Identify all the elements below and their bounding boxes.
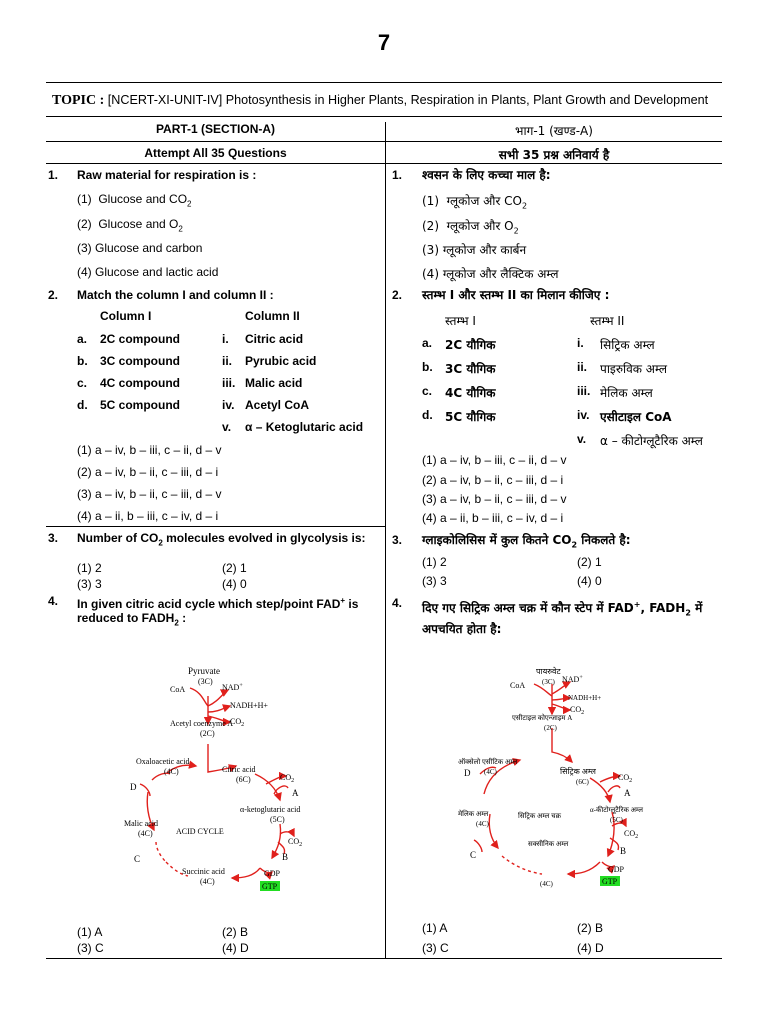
nadh-label: NADH+H+: [230, 701, 268, 710]
hq1-option-1: (1) ग्लूकोज और $CO_2$: [422, 194, 528, 211]
hq3-option-1: (1) 2: [422, 555, 447, 569]
step-d: D: [130, 782, 137, 792]
hq3-option-3: (3) 3: [422, 574, 447, 588]
q2-col2-item: Pyrubic acid: [245, 354, 317, 368]
hindi-part-heading: भाग-1 (खण्ड-A): [515, 124, 593, 138]
q2-col2-key: iii.: [222, 376, 236, 390]
hq2-number: 2.: [392, 288, 403, 302]
h-malic-label: मेलिक अम्ल: [458, 810, 489, 818]
q2-col2-key: v.: [222, 420, 232, 434]
acetyl-label: Acetyl coenzyme A: [170, 719, 234, 728]
hq2-option-3: (3) a – iv, b – ii, c – iii, d – v: [422, 492, 567, 506]
acetyl-carbon: (2C): [200, 729, 215, 738]
q2-col1-item: 2C compound: [100, 332, 180, 346]
topic-rule: [46, 116, 722, 117]
header-rule-1: [46, 141, 722, 142]
hq2-col2-item: मेलिक अम्ल: [600, 386, 653, 400]
h-coa-label: CoA: [510, 681, 526, 690]
h-co2-label-2: $CO_2$: [618, 773, 633, 784]
topic-text: [NCERT-XI-UNIT-IV] Photosynthesis in Higher Plants, Respiration in Plants, Plant Growth and Development: [107, 93, 709, 107]
h-step-b: B: [620, 846, 627, 856]
q1-option-3: (3) Glucose and carbon: [77, 241, 203, 255]
q4-option-1: (1) A: [77, 925, 103, 939]
q2-option-2: (2) a – iv, b – ii, c – iii, d – i: [77, 465, 219, 479]
oaa-carbon: (4C): [164, 767, 179, 776]
hq4-number: 4.: [392, 596, 403, 610]
h-oaa-carbon: (4C): [484, 768, 497, 776]
hq3-text: ग्लाइकोलिसिस में कुल कितने $CO_2$ निकलते है:: [422, 533, 631, 550]
h-pyruvate-carbon: (3C): [542, 678, 555, 686]
q2-col2-item: α – Ketoglutaric acid: [245, 420, 364, 434]
q1-option-1: (1) Glucose and $CO_2$: [77, 192, 192, 209]
hq2-col1-header: स्तम्भ I: [445, 314, 476, 328]
q4-text: In given citric acid cycle which step/point FAD+ is reduced to $FADH_2$ :: [77, 596, 359, 628]
q2-option-4: (4) a – ii, b – iii, c – iv, d – i: [77, 509, 219, 523]
hq1-option-4: (4) ग्लूकोज और लैक्टिक अम्ल: [422, 267, 559, 281]
hq1-option-2: (2) ग्लूकोज और $O_2$: [422, 219, 519, 236]
hq2-col1-item: 4C यौगिक: [445, 386, 496, 400]
hq2-option-1: (1) a – iv, b – iii, c – ii, d – v: [422, 453, 567, 467]
nad-label: NAD+: [222, 683, 243, 692]
h-akg-label: α-कीटोग्लूटैरिक अम्ल: [590, 806, 643, 814]
h-step-a: A: [624, 788, 631, 798]
q2-col1-key: a.: [77, 332, 88, 346]
akg-label: α-ketoglutaric acid: [240, 805, 301, 814]
hq3-option-2: (2) 1: [577, 555, 602, 569]
step-a: A: [292, 788, 299, 798]
akg-carbon: (5C): [270, 815, 285, 824]
q2-col1-item: 3C compound: [100, 354, 180, 368]
oaa-label: Oxaloacetic acid: [136, 757, 190, 766]
step-b: B: [282, 852, 289, 862]
topic-label: TOPIC :: [52, 93, 105, 108]
h-co2-label: $CO_2$: [570, 705, 585, 716]
hq2-col2-key: iii.: [577, 384, 591, 398]
h-oaa-label: ऑक्सेलो एसीटिक अम्ल: [458, 758, 518, 766]
h-acetyl-label: एसीटाइल कोएन्जाइम A: [512, 714, 573, 722]
hq2-col2-key: i.: [577, 336, 584, 350]
citric-carbon: (6C): [236, 775, 251, 784]
hq2-col2-item: पाइरुविक अम्ल: [600, 362, 668, 376]
hq2-col1-item: 3C यौगिक: [445, 362, 496, 376]
hq2-option-4: (4) a – ii, b – iii, c – iv, d – i: [422, 511, 564, 525]
q4-number: 4.: [48, 594, 59, 608]
gtp-label: GTP: [262, 882, 278, 891]
q2-col1-key: b.: [77, 354, 88, 368]
hq2-col1-key: d.: [422, 408, 433, 422]
q2-col2-key: i.: [222, 332, 229, 346]
hq4-option-3: (3) C: [422, 941, 449, 955]
bottom-rule: [46, 958, 722, 959]
q4-option-2: (2) B: [222, 925, 249, 939]
q2-col1-item: 4C compound: [100, 376, 180, 390]
q4-option-3: (3) C: [77, 941, 104, 955]
citric-label: Citric acid: [222, 765, 256, 774]
cycle-label: ACID CYCLE: [176, 827, 224, 836]
q3-number: 3.: [48, 531, 59, 545]
h-citric-label: सिट्रिक अम्ल: [560, 767, 596, 776]
q2-col2-item: Citric acid: [245, 332, 304, 346]
q2-option-3: (3) a – iv, b – ii, c – iii, d – v: [77, 487, 222, 501]
gdp-label: GDP: [264, 869, 281, 878]
hq2-text: स्तम्भ I और स्तम्भ II का मिलान कीजिए :: [422, 288, 610, 302]
succinic-carbon: (4C): [200, 877, 215, 886]
page-number: 7: [377, 30, 391, 55]
h-nadh-label: NADH+H+: [568, 694, 602, 702]
hq1-number: 1.: [392, 168, 403, 182]
q1-number: 1.: [48, 168, 59, 182]
hq2-option-2: (2) a – iv, b – ii, c – iii, d – i: [422, 473, 564, 487]
h-gdp-label: GDP: [608, 865, 625, 874]
h-succinic-label: सक्सीनिक अम्ल: [528, 840, 569, 848]
succinic-label: Succinic acid: [182, 867, 225, 876]
hq1-text: श्वसन के लिए कच्चा माल है:: [422, 168, 551, 182]
h-co2-label-3: $CO_2$: [624, 829, 639, 840]
q2-col1-item: 5C compound: [100, 398, 180, 412]
q1-option-2: (2) Glucose and $O_2$: [77, 217, 183, 234]
q2-rule: [46, 526, 385, 527]
hq2-col2-item: एसीटाइल CoA: [600, 410, 672, 424]
q3-option-1: (1) 2: [77, 561, 102, 575]
english-part-heading: PART-1 (SECTION-A): [155, 122, 276, 136]
krebs-cycle-diagram-english: [110, 662, 350, 897]
hq2-col2-key: v.: [577, 432, 587, 446]
q3-option-4: (4) 0: [222, 577, 247, 591]
header-rule-2: [46, 163, 722, 164]
h-malic-carbon: (4C): [476, 820, 489, 828]
q2-col2-item: Malic acid: [245, 376, 303, 390]
hq1-option-3: (3) ग्लूकोज और कार्बन: [422, 243, 527, 257]
h-cycle-label: सिट्रिक अम्ल चक्र: [518, 812, 561, 820]
h-akg-carbon: (5C): [610, 816, 623, 824]
q2-option-1: (1) a – iv, b – iii, c – ii, d – v: [77, 443, 222, 457]
h-acetyl-carbon: (2C): [544, 724, 557, 732]
q2-col1-key: d.: [77, 398, 88, 412]
q3-text: Number of $CO_2$ molecules evolved in glycolysis is:: [77, 531, 366, 548]
hq2-col1-item: 5C यौगिक: [445, 410, 496, 424]
step-c: C: [134, 854, 141, 864]
co2-label: $CO_2$: [230, 717, 245, 728]
q3-option-2: (2) 1: [222, 561, 247, 575]
q2-col1-header: Column I: [100, 309, 152, 323]
pyruvate-carbon: (3C): [198, 677, 213, 686]
hq2-col2-header: स्तम्भ II: [590, 314, 625, 328]
hq2-col1-key: a.: [422, 336, 433, 350]
h-succinic-carbon: (4C): [540, 880, 553, 888]
h-gtp-label: GTP: [602, 877, 618, 886]
q2-col2-item: Acetyl CoA: [245, 398, 310, 412]
hq2-col2-item: सिट्रिक अम्ल: [600, 338, 655, 352]
malic-carbon: (4C): [138, 829, 153, 838]
krebs-cycle-diagram-hindi: [440, 662, 670, 892]
hq2-col2-key: iv.: [577, 408, 590, 422]
h-step-d: D: [464, 768, 471, 778]
q2-number: 2.: [48, 288, 59, 302]
pyruvate-label: Pyruvate: [188, 666, 220, 676]
hq2-col1-key: c.: [422, 384, 433, 398]
q4-option-4: (4) D: [222, 941, 249, 955]
q1-text: Raw material for respiration is :: [77, 168, 257, 182]
coa-label: CoA: [170, 685, 186, 694]
q2-col2-key: ii.: [222, 354, 233, 368]
hq4-text: दिए गए सिट्रिक अम्ल चक्र में कौन स्टेप में FAD+, $FADH_2$ में अपचयित होता है:: [422, 600, 703, 637]
top-rule: [46, 82, 722, 83]
hq2-col1-key: b.: [422, 360, 433, 374]
q2-col1-key: c.: [77, 376, 88, 390]
hq4-option-4: (4) D: [577, 941, 604, 955]
hq3-number: 3.: [392, 533, 403, 547]
hq2-col2-key: ii.: [577, 360, 588, 374]
hindi-attempt-heading: सभी 35 प्रश्न अनिवार्य है: [498, 148, 610, 162]
h-citric-carbon: (6C): [576, 778, 589, 786]
q3-option-3: (3) 3: [77, 577, 102, 591]
column-divider: [385, 122, 386, 958]
q2-col2-key: iv.: [222, 398, 235, 412]
h-step-c: C: [470, 850, 477, 860]
h-nad-label: NAD+: [562, 675, 583, 684]
q2-text: Match the column I and column II :: [77, 288, 274, 302]
q1-option-4: (4) Glucose and lactic acid: [77, 265, 219, 279]
h-pyruvate-label: पायरुवेट: [536, 667, 561, 676]
hq4-option-1: (1) A: [422, 921, 448, 935]
topic-line: [52, 93, 708, 109]
english-attempt-heading: Attempt All 35 Questions: [144, 146, 287, 160]
hq2-col1-item: 2C यौगिक: [445, 338, 496, 352]
hq2-col2-item: α – कीटोग्लूटैरिक अम्ल: [600, 434, 703, 448]
co2-label-3: $CO_2$: [288, 837, 303, 848]
malic-label: Malic acid: [124, 819, 158, 828]
q2-col2-header: Column II: [245, 309, 300, 323]
hq3-option-4: (4) 0: [577, 574, 602, 588]
co2-label-2: $CO_2$: [280, 773, 295, 784]
hq4-option-2: (2) B: [577, 921, 604, 935]
